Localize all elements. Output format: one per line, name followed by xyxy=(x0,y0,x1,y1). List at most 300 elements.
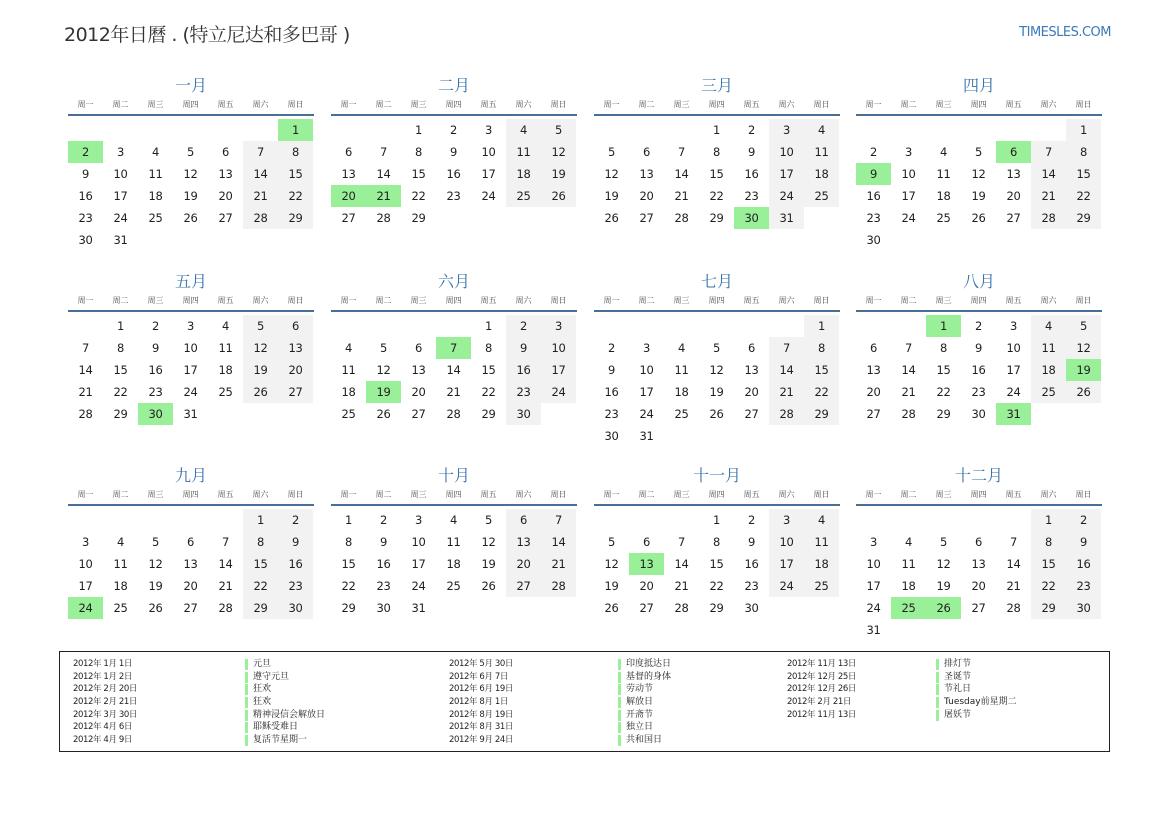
day-cell: 13 xyxy=(183,557,198,571)
weekday-label: 周二 xyxy=(900,490,917,499)
holiday-day-cell: 7 xyxy=(436,337,471,359)
weekday-label: 周六 xyxy=(1040,296,1057,305)
day-cell: 24 xyxy=(769,575,804,597)
holiday-date: 2012年 9月 24日 xyxy=(449,735,513,746)
day-cell: 3 xyxy=(1009,319,1018,333)
day-cell: 9 xyxy=(81,167,90,181)
holiday-day-cell: 13 xyxy=(629,553,664,575)
day-cell: 18 xyxy=(901,579,916,593)
day-cell: 14 xyxy=(541,531,576,553)
weekday-label: 周四 xyxy=(182,490,199,499)
month-title: 二月 xyxy=(437,76,470,95)
weekday-label: 周五 xyxy=(1005,296,1022,305)
holiday-name: 元旦 xyxy=(245,658,325,671)
day-cell: 27 xyxy=(866,407,881,421)
day-cell: 27 xyxy=(639,211,654,225)
day-cell: 23 xyxy=(744,579,759,593)
month-title: 九月 xyxy=(174,466,207,485)
day-cell: 6 xyxy=(414,341,423,355)
site-link[interactable]: TIMESLES.COM xyxy=(1019,25,1111,40)
day-cell: 18 xyxy=(341,385,356,399)
day-cell: 17 xyxy=(113,189,128,203)
day-cell: 31 xyxy=(411,601,426,615)
legend-name-column xyxy=(936,658,1017,721)
day-cell: 1 xyxy=(712,123,721,137)
day-cell: 4 xyxy=(677,341,686,355)
day-cell: 10 xyxy=(901,167,916,181)
day-cell: 7 xyxy=(677,145,686,159)
day-cell: 4 xyxy=(344,341,353,355)
weekday-label: 周六 xyxy=(252,490,269,499)
day-cell: 1 xyxy=(484,319,493,333)
day-cell: 12 xyxy=(541,141,576,163)
weekday-label: 周二 xyxy=(112,490,129,499)
empty-cell xyxy=(961,509,996,531)
weekday-label: 周三 xyxy=(147,100,164,109)
day-cell: 23 xyxy=(866,211,881,225)
day-cell: 27 xyxy=(341,211,356,225)
day-cell: 29 xyxy=(411,211,426,225)
day-cell: 27 xyxy=(411,407,426,421)
legend-date-column xyxy=(787,658,856,721)
weekday-label: 周四 xyxy=(970,296,987,305)
month-11 xyxy=(594,464,840,619)
month-6 xyxy=(331,270,577,425)
weekday-label: 周一 xyxy=(865,296,882,305)
day-cell: 23 xyxy=(1066,575,1101,597)
day-cell: 26 xyxy=(376,407,391,421)
day-cell: 24 xyxy=(639,407,654,421)
day-cell: 5 xyxy=(712,341,721,355)
day-cell: 5 xyxy=(607,535,616,549)
day-cell: 15 xyxy=(278,163,313,185)
weekday-label: 周三 xyxy=(410,100,427,109)
day-cell: 8 xyxy=(484,341,493,355)
day-cell: 27 xyxy=(506,575,541,597)
holiday-date: 2012年 4月 6日 xyxy=(73,722,132,733)
day-cell: 29 xyxy=(709,211,724,225)
legend-date-column xyxy=(73,658,137,747)
day-cell: 30 xyxy=(78,233,93,247)
month-title: 六月 xyxy=(437,272,470,291)
day-cell: 30 xyxy=(971,407,986,421)
weekday-label: 周日 xyxy=(287,490,304,499)
day-cell: 2 xyxy=(449,123,458,137)
day-cell: 17 xyxy=(411,557,426,571)
weekday-label: 周一 xyxy=(340,296,357,305)
weekday-header xyxy=(594,98,840,116)
day-cell: 2 xyxy=(747,513,756,527)
holiday-date: 2012年 3月 30日 xyxy=(73,709,137,720)
day-cell: 13 xyxy=(639,167,654,181)
day-cell: 10 xyxy=(78,557,93,571)
day-cell: 30 xyxy=(1066,597,1101,619)
day-cell: 1 xyxy=(1031,509,1066,531)
day-cell: 30 xyxy=(376,601,391,615)
day-cell: 1 xyxy=(344,513,353,527)
holiday-date: 2012年 1月 1日 xyxy=(73,659,132,669)
day-grid xyxy=(68,509,314,619)
day-cell: 25 xyxy=(446,579,461,593)
day-cell: 20 xyxy=(183,579,198,593)
day-cell: 16 xyxy=(278,553,313,575)
day-cell: 6 xyxy=(642,535,651,549)
weekday-label: 周五 xyxy=(217,100,234,109)
holiday-day-cell: 1 xyxy=(926,315,961,337)
day-cell: 23 xyxy=(78,211,93,225)
day-cell: 31 xyxy=(113,233,128,247)
empty-cell xyxy=(891,315,926,337)
day-cell: 30 xyxy=(604,429,619,443)
day-cell: 5 xyxy=(379,341,388,355)
day-cell: 31 xyxy=(639,429,654,443)
weekday-label: 周二 xyxy=(638,490,655,499)
holiday-date: 2012年 4月 9日 xyxy=(73,735,132,746)
day-cell: 27 xyxy=(278,381,313,403)
day-cell: 22 xyxy=(481,385,496,399)
day-cell: 13 xyxy=(744,363,759,377)
empty-cell xyxy=(103,509,138,531)
day-cell: 28 xyxy=(674,211,689,225)
day-grid xyxy=(594,119,840,229)
month-1 xyxy=(68,74,314,251)
holiday-date: 2012年 12月 26日 xyxy=(787,684,856,695)
day-cell: 28 xyxy=(243,207,278,229)
weekday-label: 周一 xyxy=(603,100,620,109)
day-cell: 21 xyxy=(541,553,576,575)
day-grid xyxy=(331,119,577,229)
day-cell: 28 xyxy=(218,601,233,615)
day-cell: 8 xyxy=(278,141,313,163)
day-cell: 15 xyxy=(804,359,839,381)
day-cell: 28 xyxy=(541,575,576,597)
weekday-label: 周五 xyxy=(1005,100,1022,109)
legend-date-column xyxy=(449,658,513,747)
day-cell: 23 xyxy=(506,381,541,403)
day-cell: 8 xyxy=(804,337,839,359)
day-grid xyxy=(331,509,577,619)
day-cell: 29 xyxy=(243,597,278,619)
holiday-name: 独立日 xyxy=(618,721,671,734)
empty-cell xyxy=(366,119,401,141)
day-cell: 17 xyxy=(769,553,804,575)
day-cell: 15 xyxy=(709,557,724,571)
weekday-label: 周六 xyxy=(515,100,532,109)
weekday-header xyxy=(68,98,314,116)
day-cell: 17 xyxy=(78,579,93,593)
day-cell: 26 xyxy=(243,381,278,403)
weekday-label: 周五 xyxy=(217,296,234,305)
day-cell: 21 xyxy=(674,189,689,203)
day-cell: 5 xyxy=(1066,315,1101,337)
day-cell: 23 xyxy=(744,189,759,203)
day-cell: 25 xyxy=(506,185,541,207)
weekday-label: 周日 xyxy=(550,490,567,499)
day-cell: 3 xyxy=(81,535,90,549)
weekday-header xyxy=(331,294,577,312)
month-9 xyxy=(68,464,314,619)
day-cell: 4 xyxy=(904,535,913,549)
weekday-header xyxy=(856,294,1102,312)
weekday-label: 周四 xyxy=(708,490,725,499)
weekday-label: 周四 xyxy=(182,296,199,305)
day-cell: 22 xyxy=(1031,575,1066,597)
day-cell: 2 xyxy=(151,319,160,333)
day-cell: 11 xyxy=(804,531,839,553)
day-cell: 5 xyxy=(974,145,983,159)
empty-cell xyxy=(138,509,173,531)
day-cell: 19 xyxy=(541,163,576,185)
day-cell: 29 xyxy=(709,601,724,615)
day-cell: 22 xyxy=(411,189,426,203)
day-cell: 10 xyxy=(769,531,804,553)
day-cell: 22 xyxy=(709,579,724,593)
weekday-label: 周四 xyxy=(708,296,725,305)
weekday-label: 周二 xyxy=(375,296,392,305)
day-cell: 13 xyxy=(866,363,881,377)
day-cell: 12 xyxy=(936,557,951,571)
weekday-label: 周五 xyxy=(217,490,234,499)
weekday-label: 周六 xyxy=(1040,490,1057,499)
day-cell: 4 xyxy=(1031,315,1066,337)
day-cell: 11 xyxy=(1031,337,1066,359)
holiday-day-cell: 24 xyxy=(68,597,103,619)
day-cell: 26 xyxy=(971,211,986,225)
day-cell: 7 xyxy=(1031,141,1066,163)
day-cell: 31 xyxy=(769,207,804,229)
day-cell: 22 xyxy=(113,385,128,399)
weekday-label: 周六 xyxy=(778,296,795,305)
day-cell: 17 xyxy=(639,385,654,399)
weekday-header xyxy=(68,488,314,506)
day-cell: 20 xyxy=(506,553,541,575)
day-cell: 27 xyxy=(1006,211,1021,225)
day-cell: 30 xyxy=(278,597,313,619)
day-cell: 11 xyxy=(446,535,461,549)
day-cell: 26 xyxy=(481,579,496,593)
day-cell: 28 xyxy=(1006,601,1021,615)
holiday-name: 狂欢 xyxy=(245,696,325,709)
empty-cell xyxy=(68,119,103,141)
day-cell: 12 xyxy=(243,337,278,359)
day-cell: 7 xyxy=(769,337,804,359)
month-10 xyxy=(331,464,577,619)
month-title: 四月 xyxy=(962,76,995,95)
day-cell: 7 xyxy=(541,509,576,531)
day-cell: 17 xyxy=(183,363,198,377)
day-cell: 10 xyxy=(769,141,804,163)
day-cell: 14 xyxy=(78,363,93,377)
holiday-name: 劳动节 xyxy=(618,683,671,696)
holiday-day-cell: 30 xyxy=(138,403,173,425)
day-cell: 14 xyxy=(901,363,916,377)
weekday-label: 周二 xyxy=(900,296,917,305)
day-cell: 5 xyxy=(186,145,195,159)
holiday-date: 2012年 6月 19日 xyxy=(449,684,513,695)
day-cell: 8 xyxy=(243,531,278,553)
day-cell: 10 xyxy=(639,363,654,377)
day-cell: 30 xyxy=(744,601,759,615)
day-cell: 25 xyxy=(113,601,128,615)
day-grid xyxy=(594,315,840,447)
day-cell: 1 xyxy=(804,315,839,337)
day-cell: 21 xyxy=(901,385,916,399)
day-cell: 25 xyxy=(341,407,356,421)
weekday-label: 周四 xyxy=(970,100,987,109)
day-cell: 12 xyxy=(971,167,986,181)
holiday-date: 2012年 1月 2日 xyxy=(73,671,132,682)
day-cell: 24 xyxy=(183,385,198,399)
weekday-label: 周五 xyxy=(743,490,760,499)
weekday-label: 周一 xyxy=(340,100,357,109)
day-cell: 13 xyxy=(218,167,233,181)
holiday-name: 精神浸信会解放日 xyxy=(245,709,325,722)
day-cell: 5 xyxy=(939,535,948,549)
month-7 xyxy=(594,270,840,447)
day-cell: 16 xyxy=(446,167,461,181)
empty-cell xyxy=(891,119,926,141)
day-cell: 24 xyxy=(901,211,916,225)
empty-cell xyxy=(173,119,208,141)
month-title: 十一月 xyxy=(692,466,741,485)
day-cell: 29 xyxy=(804,403,839,425)
empty-cell xyxy=(68,315,103,337)
empty-cell xyxy=(664,119,699,141)
day-cell: 10 xyxy=(183,341,198,355)
day-cell: 8 xyxy=(414,145,423,159)
day-cell: 9 xyxy=(747,145,756,159)
day-cell: 11 xyxy=(341,363,356,377)
weekday-header xyxy=(331,98,577,116)
empty-cell xyxy=(996,509,1031,531)
weekday-label: 周二 xyxy=(375,490,392,499)
weekday-label: 周三 xyxy=(147,296,164,305)
weekday-label: 周六 xyxy=(515,490,532,499)
holiday-name: 复活节星期一 xyxy=(245,734,325,747)
day-cell: 15 xyxy=(1066,163,1101,185)
day-cell: 3 xyxy=(642,341,651,355)
day-cell: 13 xyxy=(278,337,313,359)
day-cell: 1 xyxy=(712,513,721,527)
day-cell: 4 xyxy=(804,509,839,531)
holiday-name: Tuesday前星期二 xyxy=(936,696,1017,709)
empty-cell xyxy=(856,119,891,141)
day-cell: 19 xyxy=(604,579,619,593)
day-cell: 16 xyxy=(744,557,759,571)
weekday-label: 周三 xyxy=(935,100,952,109)
empty-cell xyxy=(1031,119,1066,141)
weekday-header xyxy=(856,98,1102,116)
legend-name-column xyxy=(245,658,325,747)
weekday-label: 周三 xyxy=(410,490,427,499)
weekday-label: 周二 xyxy=(112,296,129,305)
day-cell: 10 xyxy=(866,557,881,571)
day-cell: 8 xyxy=(344,535,353,549)
day-cell: 9 xyxy=(278,531,313,553)
day-cell: 12 xyxy=(604,557,619,571)
empty-cell xyxy=(629,509,664,531)
day-cell: 18 xyxy=(506,163,541,185)
day-cell: 7 xyxy=(81,341,90,355)
day-cell: 24 xyxy=(769,185,804,207)
day-cell: 11 xyxy=(113,557,128,571)
empty-cell xyxy=(331,119,366,141)
day-cell: 11 xyxy=(674,363,689,377)
weekday-label: 周日 xyxy=(287,100,304,109)
weekday-label: 周四 xyxy=(708,100,725,109)
weekday-label: 周一 xyxy=(603,490,620,499)
day-cell: 22 xyxy=(278,185,313,207)
day-cell: 18 xyxy=(148,189,163,203)
day-cell: 24 xyxy=(866,601,881,615)
day-grid xyxy=(856,119,1102,251)
day-cell: 7 xyxy=(904,341,913,355)
empty-cell xyxy=(103,119,138,141)
day-cell: 31 xyxy=(183,407,198,421)
day-cell: 14 xyxy=(674,557,689,571)
day-cell: 3 xyxy=(186,319,195,333)
day-cell: 16 xyxy=(148,363,163,377)
day-cell: 23 xyxy=(971,385,986,399)
day-grid xyxy=(856,509,1102,641)
day-cell: 13 xyxy=(971,557,986,571)
day-cell: 16 xyxy=(866,189,881,203)
day-cell: 19 xyxy=(183,189,198,203)
empty-cell xyxy=(243,119,278,141)
day-cell: 24 xyxy=(541,381,576,403)
day-cell: 20 xyxy=(639,189,654,203)
holiday-date: 2012年 2月 21日 xyxy=(787,697,851,708)
holiday-name: 印度抵达日 xyxy=(618,658,671,671)
weekday-label: 周三 xyxy=(935,490,952,499)
day-cell: 2 xyxy=(506,315,541,337)
holiday-name: 屠妖节 xyxy=(936,709,1017,722)
empty-cell xyxy=(926,119,961,141)
day-cell: 13 xyxy=(1006,167,1021,181)
day-cell: 7 xyxy=(243,141,278,163)
day-cell: 28 xyxy=(1031,207,1066,229)
weekday-label: 周三 xyxy=(147,490,164,499)
holiday-date: 2012年 8月 1日 xyxy=(449,697,508,708)
day-cell: 30 xyxy=(506,403,541,425)
day-cell: 21 xyxy=(218,579,233,593)
holiday-day-cell: 20 xyxy=(331,185,366,207)
day-cell: 25 xyxy=(218,385,233,399)
day-cell: 23 xyxy=(278,575,313,597)
holiday-name: 遵守元旦 xyxy=(245,671,325,684)
day-cell: 19 xyxy=(971,189,986,203)
day-cell: 9 xyxy=(1066,531,1101,553)
day-cell: 26 xyxy=(541,185,576,207)
day-cell: 20 xyxy=(411,385,426,399)
empty-cell xyxy=(856,509,891,531)
day-cell: 16 xyxy=(376,557,391,571)
day-cell: 24 xyxy=(481,189,496,203)
day-cell: 5 xyxy=(541,119,576,141)
month-title: 五月 xyxy=(174,272,207,291)
day-cell: 10 xyxy=(481,145,496,159)
day-cell: 13 xyxy=(341,167,356,181)
day-cell: 1 xyxy=(243,509,278,531)
month-title: 八月 xyxy=(962,272,995,291)
day-cell: 2 xyxy=(607,341,616,355)
day-cell: 19 xyxy=(148,579,163,593)
day-cell: 7 xyxy=(379,145,388,159)
day-cell: 21 xyxy=(78,385,93,399)
day-cell: 26 xyxy=(1066,381,1101,403)
holiday-day-cell: 2 xyxy=(68,141,103,163)
weekday-label: 周一 xyxy=(603,296,620,305)
